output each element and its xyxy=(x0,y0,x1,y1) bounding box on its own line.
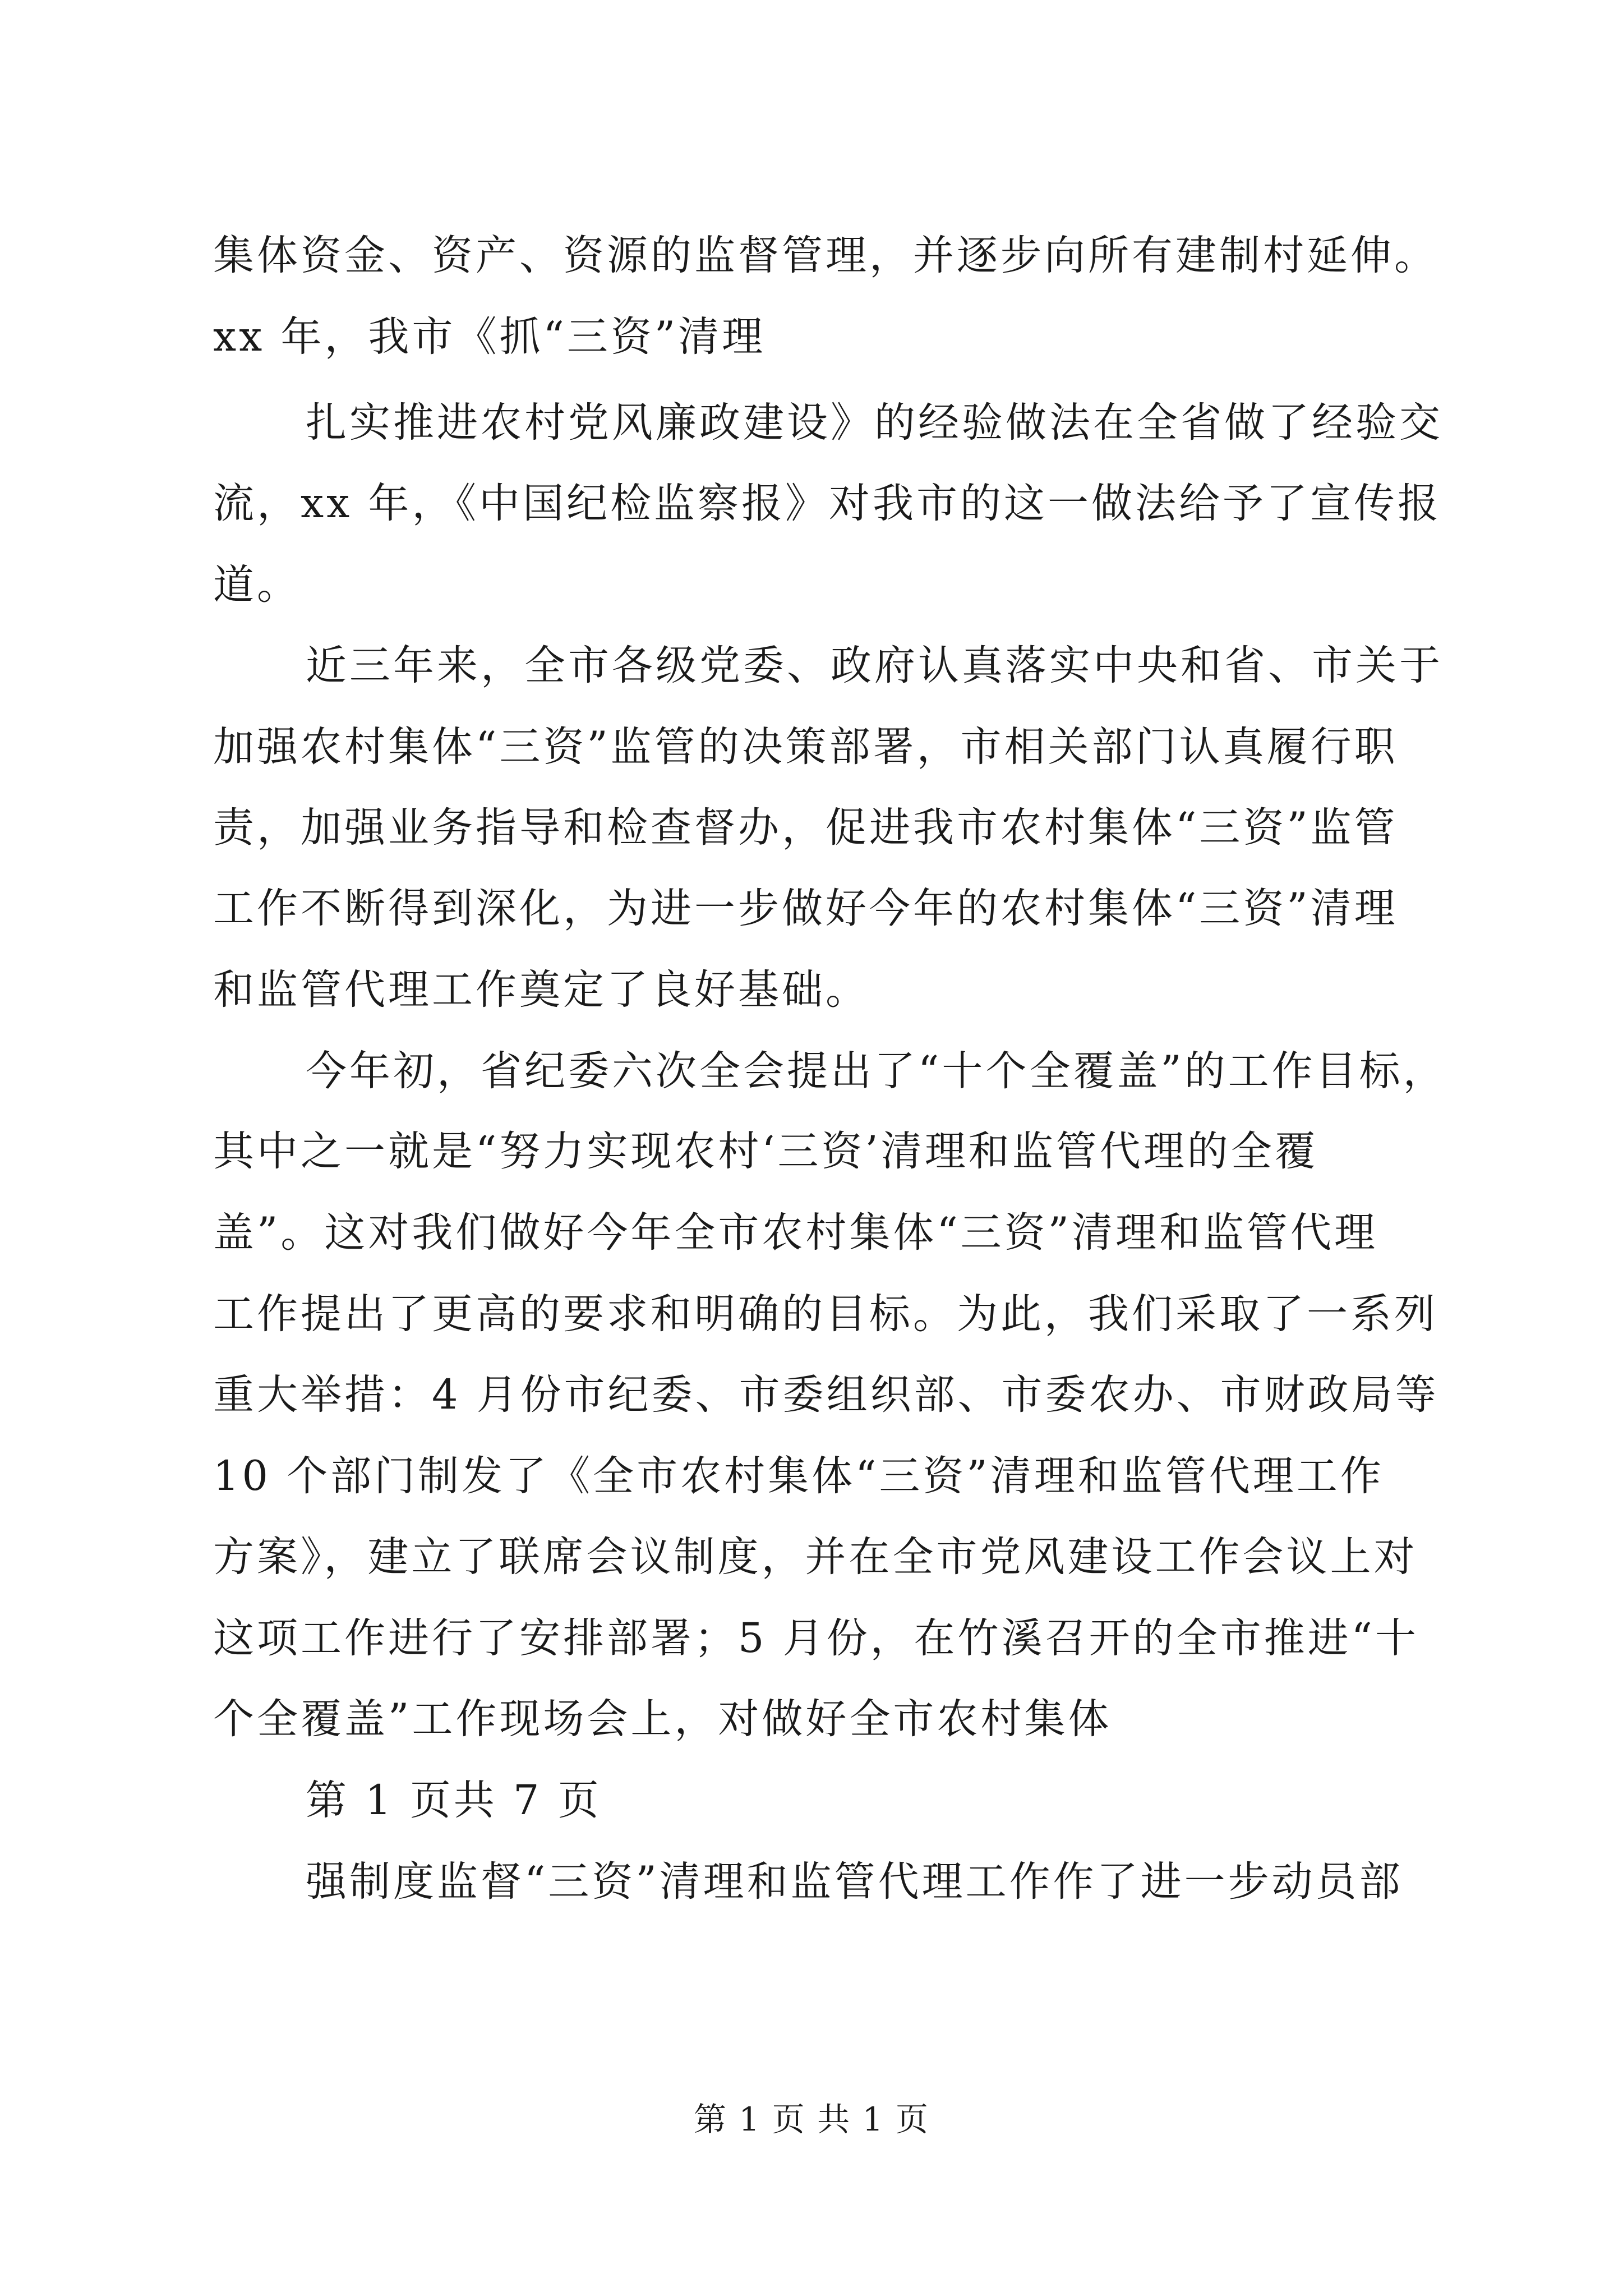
text-line: 这项工作进行了安排部署；5 月份，在竹溪召开的全市推进“十 xyxy=(213,1614,1419,1662)
text-line: 盖”。这对我们做好今年全市农村集体“三资”清理和监管代理 xyxy=(213,1209,1378,1257)
text-line: xx 年，我市《抓“三资”清理 xyxy=(213,313,766,361)
text-line: 个全覆盖”工作现场会上，对做好全市农村集体 xyxy=(213,1695,1112,1743)
text-line: 扎实推进农村党风廉政建设》的经验做法在全省做了经验交 xyxy=(306,399,1443,447)
text-line: 方案》，建立了联席会议制度，并在全市党风建设工作会议上对 xyxy=(213,1533,1418,1581)
text-line: 工作不断得到深化，为进一步做好今年的农村集体“三资”清理 xyxy=(213,885,1398,932)
text-line: 近三年来，全市各级党委、政府认真落实中央和省、市关于 xyxy=(306,642,1443,689)
text-line: 10 个部门制发了《全市农村集体“三资”清理和监管代理工作 xyxy=(213,1452,1384,1500)
text-line: 强制度监督“三资”清理和监管代理工作作了进一步动员部 xyxy=(306,1858,1403,1906)
page-footer: 第 1 页 共 1 页 xyxy=(694,2100,929,2138)
text-line: 加强农村集体“三资”监管的决策部署，市相关部门认真履行职 xyxy=(213,723,1398,771)
text-line: 道。 xyxy=(213,561,301,609)
text-line: 其中之一就是“努力实现农村‘三资’清理和监管代理的全覆 xyxy=(213,1128,1318,1175)
page-count-line: 第 1 页共 7 页 xyxy=(306,1777,602,1824)
text-line: 和监管代理工作奠定了良好基础。 xyxy=(213,966,869,1014)
text-line: 重大举措：4 月份市纪委、市委组织部、市委农办、市财政局等 xyxy=(213,1371,1439,1419)
text-line: 工作提出了更高的要求和明确的目标。为此，我们采取了一系列 xyxy=(213,1290,1438,1338)
text-line: 流，xx 年，《中国纪检监察报》对我市的这一做法给予了宣传报 xyxy=(213,480,1442,527)
text-line: 集体资金、资产、资源的监督管理，并逐步向所有建制村延伸。 xyxy=(213,232,1438,279)
text-line: 今年初，省纪委六次全会提出了“十个全覆盖”的工作目标， xyxy=(306,1047,1447,1095)
text-line: 责，加强业务指导和检查督办，促进我市农村集体“三资”监管 xyxy=(213,804,1398,852)
